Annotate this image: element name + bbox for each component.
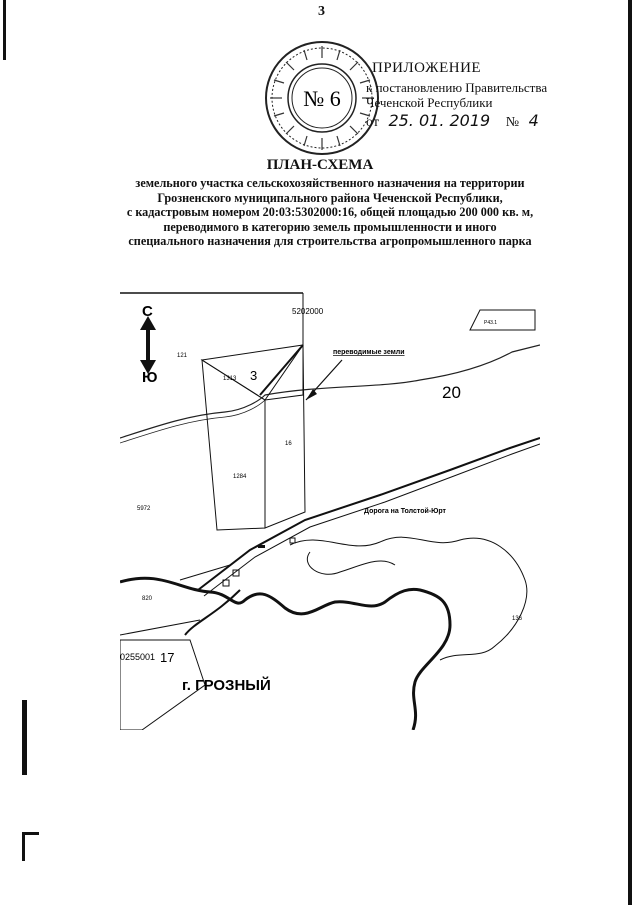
decree-number: 4 [528, 111, 539, 130]
subtitle-line: Грозненского муниципального района Чеченской Республики, [157, 190, 503, 205]
decree-date: 25. 01. 2019 [388, 111, 491, 130]
seal-number: № 6 [303, 86, 341, 111]
parcel-label: 5972 [137, 506, 151, 512]
cadastral-map [120, 290, 540, 730]
north-arrow [140, 303, 157, 386]
document-title: ПЛАН-СХЕМА [266, 157, 374, 173]
right-edge-mark [628, 0, 632, 905]
parcel-label: 121 [177, 353, 188, 359]
parcel-label: 820 [142, 596, 153, 602]
left-edge-mark [3, 0, 6, 60]
parcel-label: 16 [285, 441, 292, 447]
subtitle-line: земельного участка сельскохозяйственного назначения на территории [135, 176, 525, 190]
parcel-label: 1284 [233, 474, 247, 480]
parcel-label: 1313 [223, 376, 237, 382]
number-prefix: № [505, 115, 520, 130]
north-label: С [142, 303, 153, 320]
quarter-top-label: 5202000 [292, 307, 324, 316]
left-edge-mark [22, 700, 27, 775]
subtitle-line: с кадастровым номером 20:03:5302000:16, общей площадью 200 000 кв. м, [126, 205, 534, 219]
region-code: 20 [442, 383, 461, 402]
decree-line-2: Чеченской Республики [366, 95, 493, 110]
south-label: Ю [142, 369, 158, 386]
parcel-label: 136 [512, 616, 523, 622]
official-seal [262, 38, 382, 158]
transferred-land-label: переводимые земли [333, 349, 405, 356]
subtitle-line: специального назначения для строительства агропромышленного парка [128, 234, 532, 248]
document-subtitle [60, 176, 600, 249]
city-cadastral-label: 0255001 [120, 652, 156, 662]
corner-mark [22, 832, 39, 861]
city-label: г. ГРОЗНЫЙ [182, 677, 271, 694]
road-label: Дорога на Толстой-Юрт [364, 508, 446, 515]
corner-tag-label: Р43.1 [484, 320, 498, 326]
road-tolstoy-yurt [198, 438, 540, 596]
subtitle-line: переводимого в категорию земель промышленности и иного [163, 219, 497, 234]
parcel-number-label: 3 [250, 368, 258, 383]
date-prefix: от [366, 115, 379, 130]
decree-date-line [366, 111, 539, 131]
city-district-label: 17 [160, 650, 175, 665]
page-number: 3 [318, 4, 325, 19]
decree-line-1: к постановлению Правительства [366, 80, 548, 95]
appendix-title: ПРИЛОЖЕНИЕ [372, 60, 482, 76]
